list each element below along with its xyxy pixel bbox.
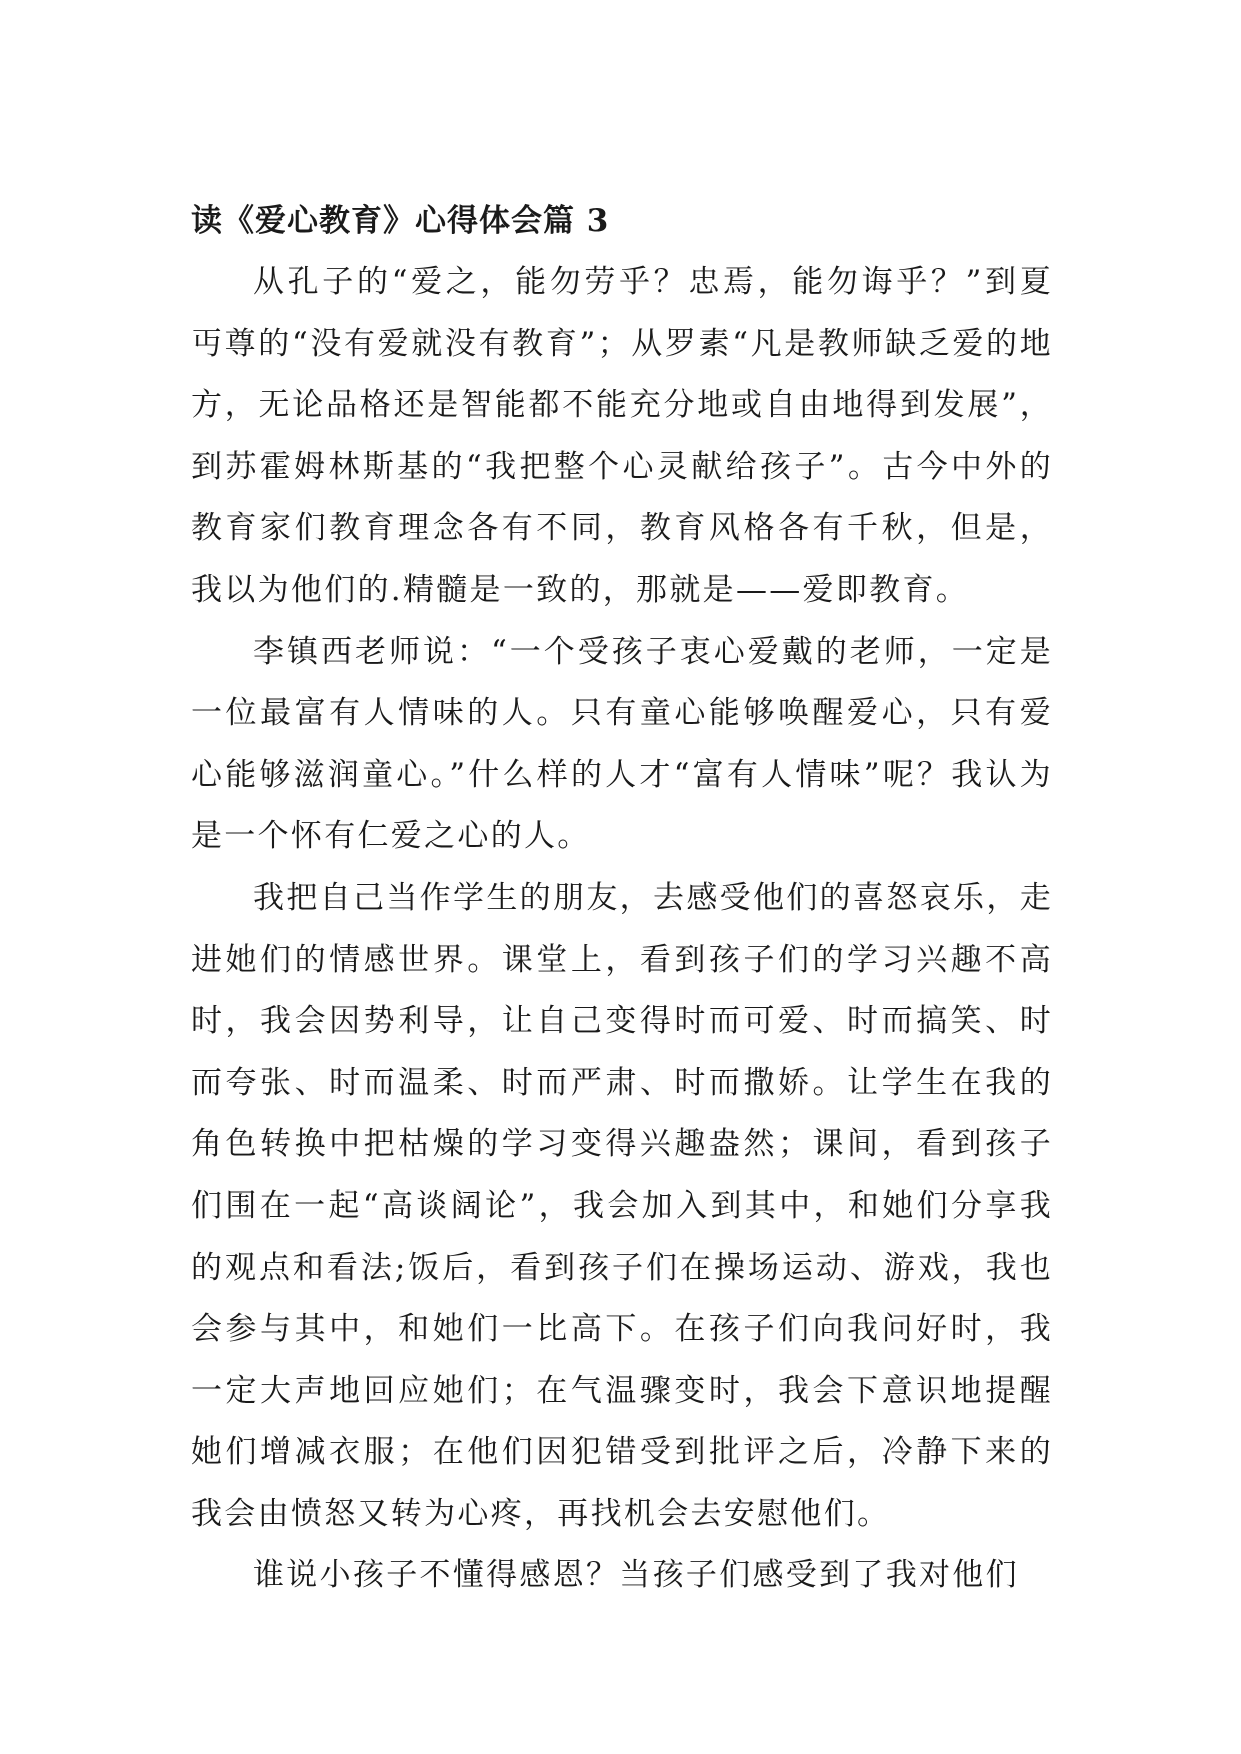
- paragraph: 从孔子的“爱之，能勿劳乎？忠焉，能勿诲乎？”到夏丏尊的“没有爱就没有教育”；从罗素“凡是教师缺乏爱的地方，无论品格还是智能都不能充分地或自由地得到发展”，到苏霍姆林斯基的“我把整个心灵献给孩子”。古今中外的教育家们教育理念各有不同，教育风格各有千秋，但是，我以为他们的.精髓是一致的，那就是——爱即教育。: [191, 264, 1053, 608]
- document-page: [191, 190, 1053, 1607]
- paragraph: 谁说小孩子不懂得感恩？当孩子们感受到了我对他们: [253, 1557, 1019, 1594]
- paragraph: 我把自己当作学生的朋友，去感受他们的喜怒哀乐，走进她们的情感世界。课堂上，看到孩子们的学习兴趣不高时，我会因势利导，让自己变得时而可爱、时而搞笑、时而夸张、时而温柔、时而严肃、时而撒娇。让学生在我的角色转换中把枯燥的学习变得兴趣盎然；课间，看到孩子们围在一起“高谈阔论”，我会加入到其中，和她们分享我的观点和看法;饭后，看到孩子们在操场运动、游戏，我也会参与其中，和她们一比高下。在孩子们向我问好时，我一定大声地回应她们；在气温骤变时，我会下意识地提醒她们增减衣服；在他们因犯错受到批评之后，冷静下来的我会由愤怒又转为心疼，再找机会去安慰他们。: [191, 879, 1053, 1532]
- document-title: 读《爱心教育》心得体会篇 3: [191, 203, 610, 239]
- paragraph: 李镇西老师说：“一个受孩子衷心爱戴的老师，一定是一位最富有人情味的人。只有童心能够唤醒爱心，只有爱心能够滋润童心。”什么样的人才“富有人情味”呢？我认为是一个怀有仁爱之心的人。: [191, 633, 1053, 855]
